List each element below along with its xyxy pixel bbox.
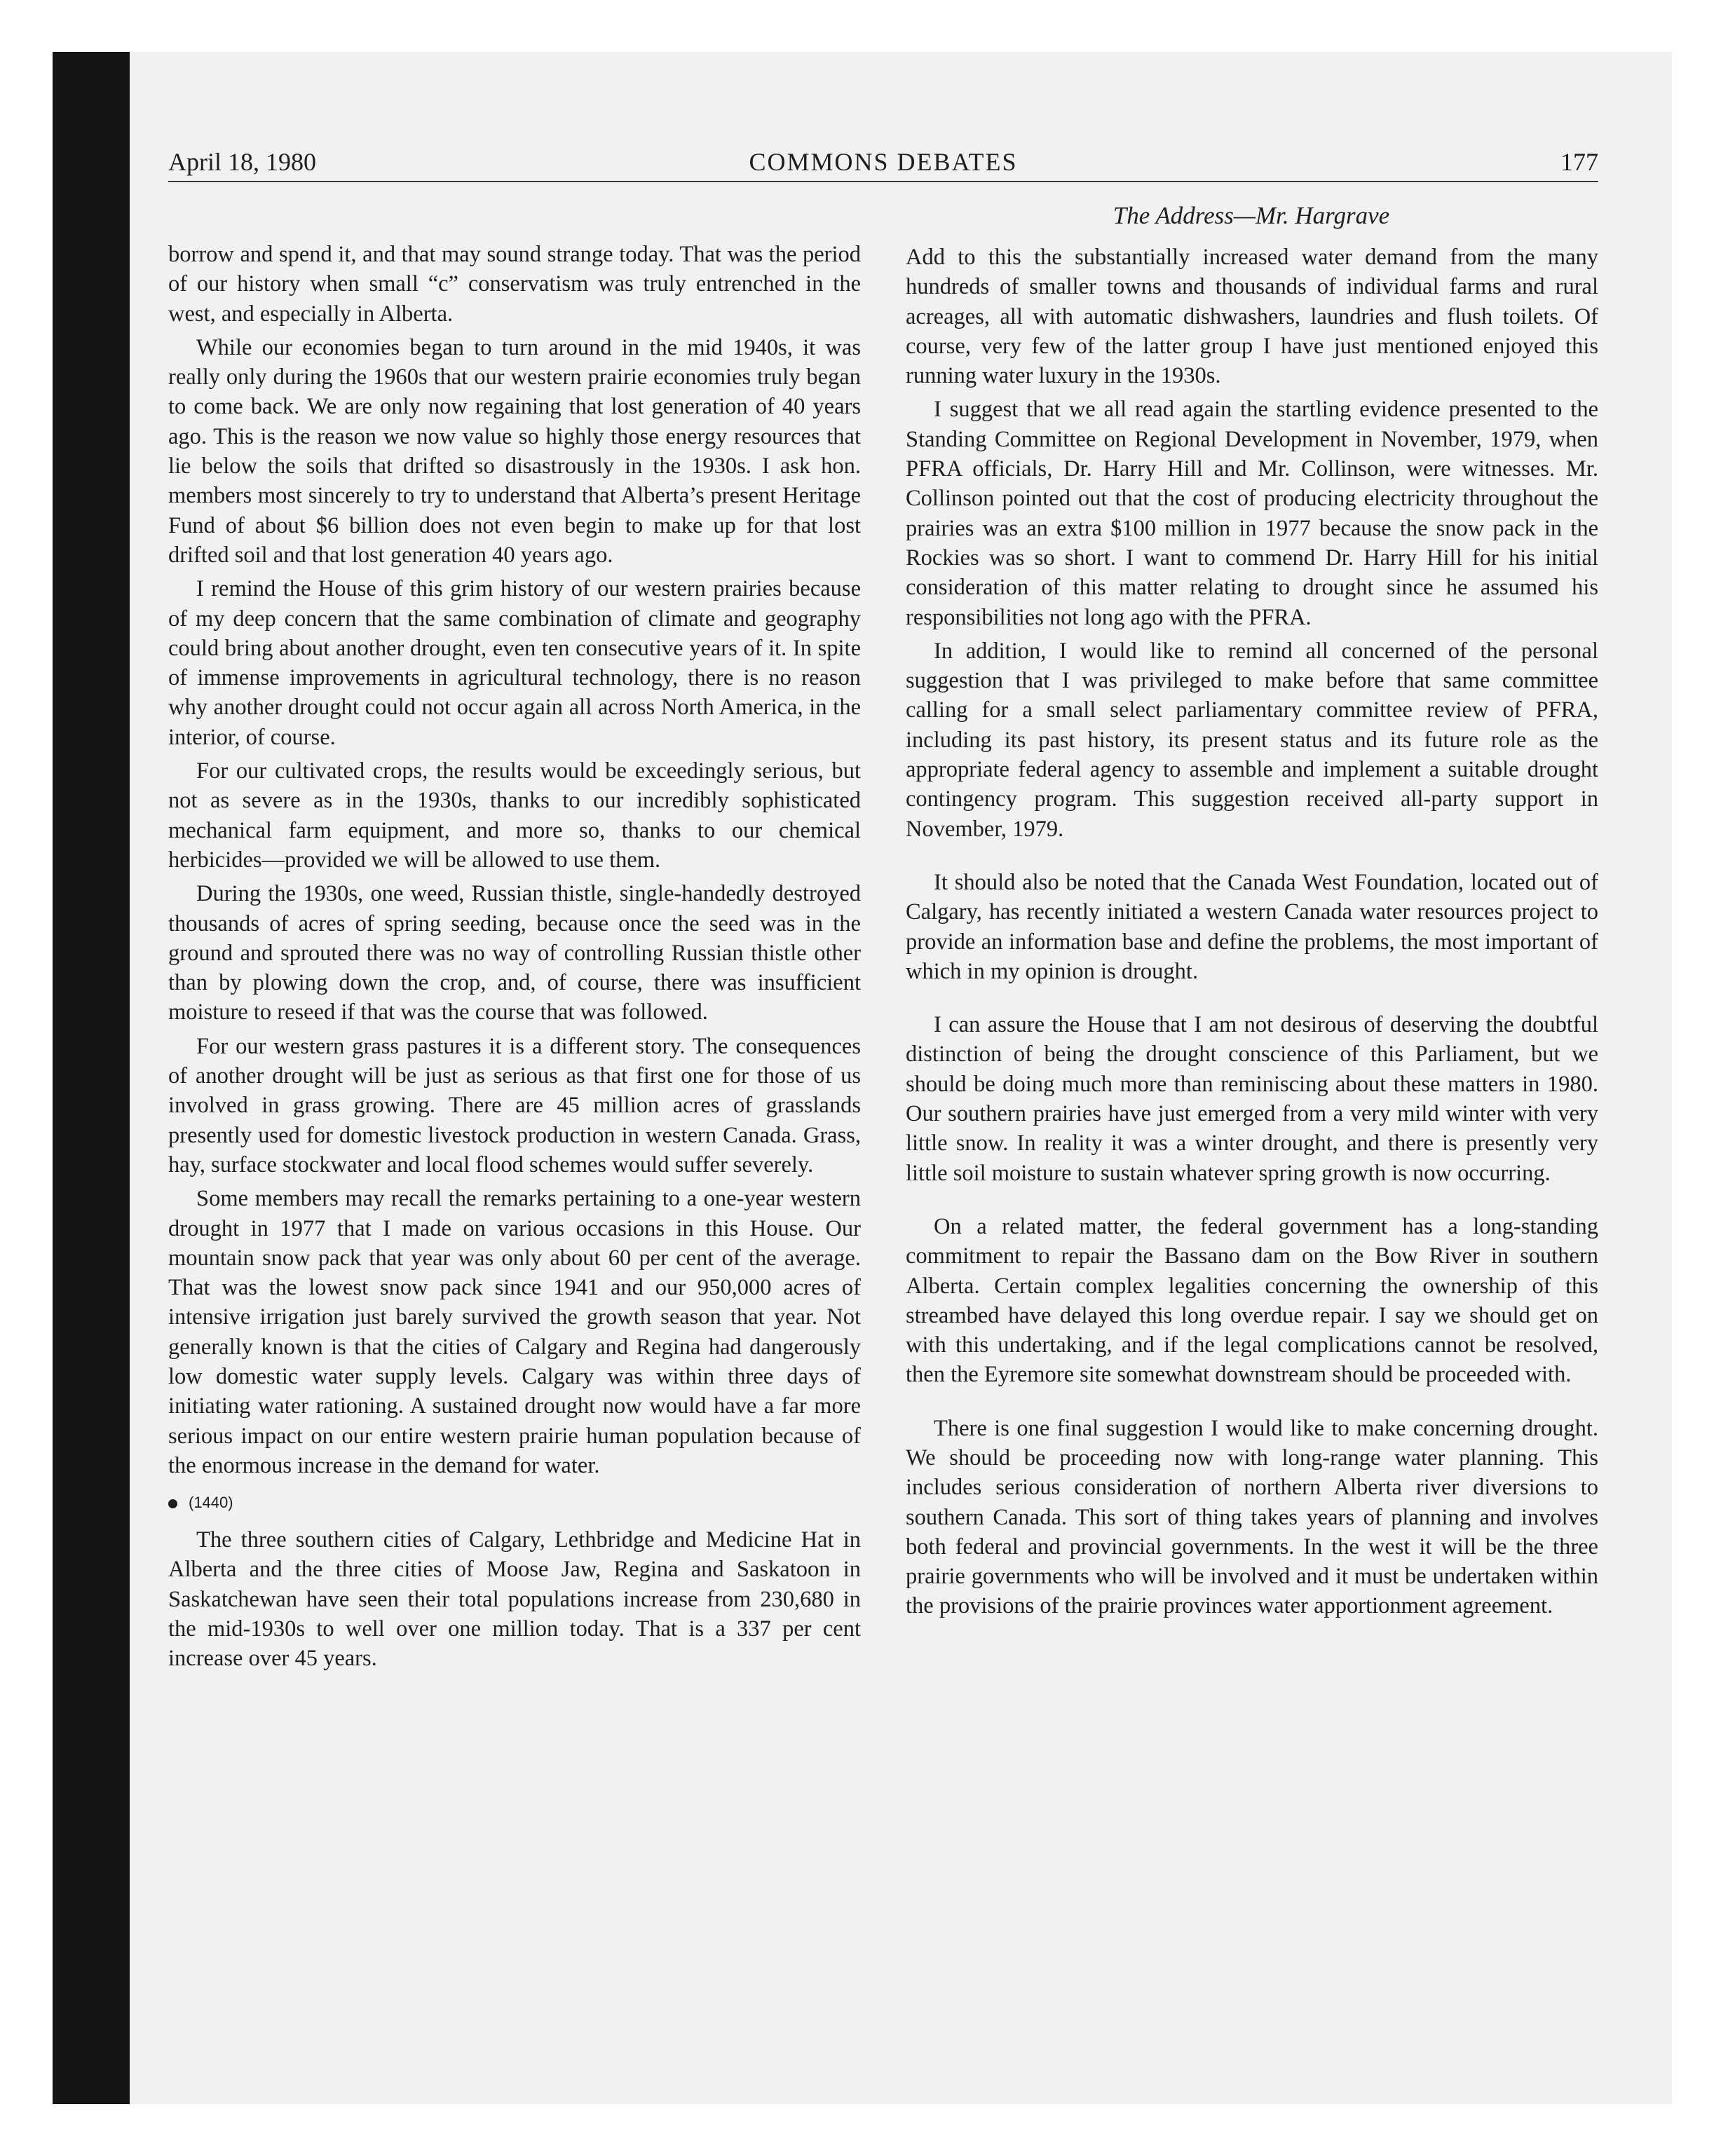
page-number: 177 bbox=[1560, 148, 1598, 176]
paragraph: I can assure the House that I am not desirous of deserving the doubtful distinction of being the drought conscience of this Parliament, but we should be doing much more than reminiscing about these matters in 1980. Our southern prairies have just emerged from a very mild winter with very little snow. In reality it was a winter drought, and there is presently very little soil moisture to sustain whatever spring growth is now occurring. bbox=[906, 1012, 1598, 1186]
publication-title: COMMONS DEBATES bbox=[749, 148, 1018, 176]
paragraph: For our western grass pastures it is a different story. The consequences of another drought will be just as serious as that first one for those of us involved in grass growing. There are 45 million acres of grasslands presently used for domestic livestock production in western Canada. Grass, hay, surface stockwater and local flood schemes would suffer severely. bbox=[168, 1033, 861, 1178]
paragraph: borrow and spend it, and that may sound strange today. That was the period of our history when small “c” conservatism was truly entrenched in the west, and especially in Alberta. bbox=[168, 242, 861, 327]
paragraph: While our economies began to turn around in the mid 1940s, it was really only during the 1960s that our western prairie economies truly began to come back. We are only now regaining that lost generation of 40 years ago. This is the reason we now value so highly those energy resources that lie below the soils that drifted so disastrously in the 1930s. I ask hon. members most sincerely to try to understand that Alberta’s present Heritage Fund of about $6 billion does not even begin to make up for that lost drifted soil and that lost generation 40 years ago. bbox=[168, 334, 861, 568]
bullet-icon bbox=[168, 1499, 177, 1508]
paragraph: The three southern cities of Calgary, Lethbridge and Medicine Hat in Alberta and the three cities of Moose Jaw, Regina and Saskatoon in Saskatchewan have seen their total populations increase from 230,680 in the mid-1930s to well over one million today. That is a 337 per cent increase over 45 years. bbox=[168, 1527, 861, 1672]
time-marker-label: (1440) bbox=[189, 1494, 233, 1512]
paragraph: In addition, I would like to remind all concerned of the personal suggestion that I was privileged to make before that same committee calling for a small select parliamentary committee review of PFRA, including its past history, its present status and its future role as the appropriate federal agency to assemble and implement a suitable drought contingency program. This suggestion received all-party support in November, 1979. bbox=[906, 638, 1598, 842]
paragraph: I suggest that we all read again the startling evidence presented to the Standing Committee on Regional Development in November, 1979, when PFRA officials, Dr. Harry Hill and Mr. Collinson, were witnesses. Mr. Collinson pointed out that the cost of producing electricity throughout the prairies was an extra $100 million in 1977 because the snow pack in the Rockies was so short. I want to commend Dr. Harry Hill for his initial consideration of this matter relating to drought since he assumed his responsibilities not long ago with the PFRA. bbox=[906, 397, 1598, 630]
binding-shadow bbox=[53, 52, 130, 2104]
running-head: The Address—Mr. Hargrave bbox=[1113, 202, 1390, 229]
paragraph: During the 1930s, one weed, Russian thistle, single-handedly destroyed thousands of acres of spring seeding, because once the seed was in the ground and sprouted there was no way of controlling Russian thistle other than by plowing down the crop, and, of course, there was insufficient moisture to reseed if that was the course that was followed. bbox=[168, 881, 861, 1025]
page-header bbox=[168, 147, 1598, 184]
paragraph: Add to this the substantially increased water demand from the many hundreds of smaller towns and thousands of individual farms and rural acreages, all with automatic dishwashers, laundries and flush toilets. Of course, very few of the latter group I have just mentioned enjoyed this running water luxury in the 1930s. bbox=[906, 245, 1598, 389]
paragraph: For our cultivated crops, the results would be exceedingly serious, but not as severe as in the 1930s, thanks to our incredibly sophisticated mechanical farm equipment, and more so, thanks to our chemical herbicides—provided we will be allowed to use them. bbox=[168, 758, 861, 873]
paragraph: Some members may recall the remarks pertaining to a one-year western drought in 1977 that I made on various occasions in this House. Our mountain snow pack that year was only about 60 per cent of the average. That was the lowest snow pack since 1941 and our 950,000 acres of intensive irrigation just barely survived the growth season that year. Not generally known is that the cities of Calgary and Regina had dangerously low domestic water supply levels. Calgary was within three days of initiating water rationing. A sustained drought now would have a far more serious impact on our entire western prairie human population because of the enormous increase in the demand for water. bbox=[168, 1186, 861, 1478]
left-column bbox=[168, 240, 861, 1678]
right-column bbox=[906, 243, 1598, 1625]
paragraph: On a related matter, the federal government has a long-standing commitment to repair the Bassano dam on the Bow River in southern Alberta. Certain complex legalities concerning the ownership of this streambed have delayed this long overdue repair. I say we should get on with this undertaking, and if the legal complications cannot be resolved, then the Eyremore site somewhat downstream should be proceeded with. bbox=[906, 1213, 1598, 1388]
header-rule bbox=[168, 181, 1598, 182]
header-date: April 18, 1980 bbox=[168, 148, 316, 176]
paragraph: There is one final suggestion I would like to make concerning drought. We should be proceeding now with long-range water planning. This includes serious consideration of northern Alberta river diversions to southern Canada. This sort of thing takes years of planning and involves both federal and provincial governments. In the west it will be the three prairie governments who will be involved and it must be undertaken within the provisions of the prairie provinces water apportionment agreement. bbox=[906, 1415, 1598, 1619]
paragraph: It should also be noted that the Canada West Foundation, located out of Calgary, has recently initiated a western Canada water resources project to provide an information base and define the problems, the most important of which in my opinion is drought. bbox=[906, 869, 1598, 984]
paragraph: I remind the House of this grim history of our western prairies because of my deep concern that the same combination of climate and geography could bring about another drought, even ten consecutive years of it. In spite of immense improvements in agricultural technology, there is no reason why another drought could not occur again all across North America, in the interior, of course. bbox=[168, 576, 861, 750]
time-marker bbox=[168, 1489, 861, 1517]
